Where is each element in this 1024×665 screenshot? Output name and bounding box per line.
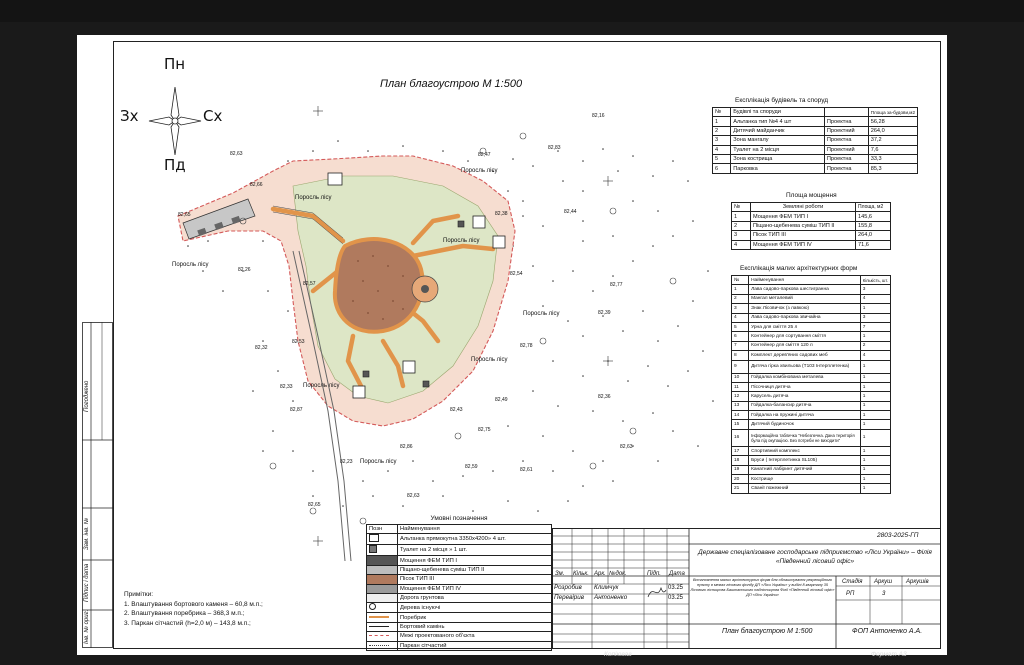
paving-table: [731, 202, 891, 250]
legend-table: [366, 524, 552, 651]
role-checker: Перевірив: [554, 594, 585, 601]
sheets-header: Аркушів: [906, 579, 929, 585]
growth-label-3: Поросль лісу: [523, 311, 560, 317]
copied-label: Копіював: [604, 651, 632, 658]
elevation-label: 82,49: [495, 397, 508, 403]
elevation-label: 82,86: [400, 444, 413, 450]
th-qty: Кількість, шт.: [860, 276, 890, 285]
table-row: 14 Гойдалка на пружині дитяча 1: [732, 411, 891, 420]
signature-graphic: [645, 582, 667, 604]
elevation-label: 82,63: [407, 493, 420, 499]
elevation-label: 82,16: [592, 113, 605, 119]
table-row: 3 Пісок ТИП III 264,0: [732, 231, 891, 240]
paving-table-title: Площа мощення: [786, 192, 837, 199]
campfire-icon: [421, 285, 429, 293]
legend-col-name: Найменування: [398, 525, 552, 534]
legend-item-border-stone: Бортовий камінь: [367, 622, 552, 631]
elevation-label: 82,59: [465, 464, 478, 470]
compass-west: Зх: [120, 107, 139, 125]
viewer-top-bar: [0, 0, 1024, 22]
drawing-code: 2803-2025-ГП: [877, 532, 919, 539]
central-plaza: [335, 239, 423, 332]
table-row: 5 Урна для сміття 25 л 7: [732, 322, 891, 331]
side-label-signature-date: Підпис і дата: [84, 563, 90, 602]
elevation-label: 82,83: [548, 145, 561, 151]
elevation-label: 82,63: [620, 444, 633, 450]
growth-label-8: Поросль лісу: [303, 383, 340, 389]
table-row: 16 Інформаційна табличка "Небезпечна. Дана територія була під окупацією. Без потреби не виходити" 1: [732, 429, 891, 446]
legend-item-fence: Паркан сітчастий: [367, 641, 552, 650]
growth-label-1: Поросль лісу: [461, 168, 498, 174]
col-header-date: Дата: [669, 571, 685, 577]
side-label-replace-inv: Зам. інв. №: [84, 517, 90, 550]
col-header-qty: Кільк.: [573, 571, 589, 577]
elevation-label: 82,77: [610, 282, 623, 288]
note-line: 3. Паркан сітчастий (h=2,0 м) – 143,8 м.п.;: [124, 619, 251, 627]
forms-table: [731, 275, 891, 494]
elevation-label: 82,33: [280, 384, 293, 390]
developer-name: Климчук: [594, 584, 619, 591]
table-row: 11 Пісочниця дитяча 1: [732, 382, 891, 391]
th-status: [824, 108, 868, 117]
th-area: Площа за-будови,м2: [868, 108, 917, 117]
th-area: Площа, м2: [856, 203, 891, 212]
growth-label-7: Поросль лісу: [295, 195, 332, 201]
th-works: Земляні роботи: [751, 203, 856, 212]
side-approval-strip: [82, 322, 113, 648]
table-row: 8 Комплект дерев'яних садових меб 4: [732, 351, 891, 360]
elevation-label: 82,47: [478, 152, 491, 158]
note-line: 1. Влаштування бортового каменя – 60,8 м.п.;: [124, 600, 263, 608]
table-row: 4 Туалет на 2 місця Проектний 7,6: [713, 145, 918, 154]
stage-value: РП: [846, 591, 855, 597]
table-row: 1 Мощення ФЕМ ТИП I 145,6: [732, 212, 891, 221]
notes-heading: Примітки:: [124, 591, 154, 598]
table-row: 18 Бруси ( Інтерплетинка SL105) 1: [732, 456, 891, 465]
notes: [124, 590, 263, 628]
elevation-label: 82,78: [520, 343, 533, 349]
th-num: №: [713, 108, 731, 117]
col-header-doc: №док.: [609, 571, 627, 577]
legend-item-toilet: Туалет на 2 місця » 1 шт.: [367, 545, 552, 556]
growth-label-2: Поросль лісу: [443, 238, 480, 244]
legend: [366, 515, 552, 651]
legend-item-paving-1: Мощення ФЕМ ТИП I: [367, 556, 552, 565]
plan-title: План благоустрою М 1:500: [380, 78, 523, 90]
title-block: [552, 528, 941, 649]
legend-col-symbol: Позн: [367, 525, 398, 534]
developer-date: 03.25: [668, 585, 684, 591]
tree-icon: [369, 603, 376, 610]
sheet-header: Аркуш: [874, 579, 893, 585]
th-name: Найменування: [749, 276, 861, 285]
elevation-label: 82,87: [290, 407, 303, 413]
table-row: 4 Лава садово-паркова звичайна 3: [732, 313, 891, 322]
organization-name: Державне спеціалізоване господарське підприємство «Ліси України» – Філія «Південний лісовий офіс»: [698, 549, 932, 565]
table-row: 2 Дитячий майданчик Проектний 264,0: [713, 126, 918, 135]
growth-label-6: Поросль лісу: [172, 262, 209, 268]
legend-item-paving-4: Мощення ФЕМ ТИП IV: [367, 584, 552, 593]
table-row: 6 Парковка Проектна 85,3: [713, 164, 918, 173]
col-header-sign: Підп.: [647, 571, 661, 577]
buildings-table: [712, 107, 918, 174]
pavilion-icon: [369, 534, 379, 542]
table-row: 4 Мощення ФЕМ ТИП IV 71,6: [732, 240, 891, 249]
th-num: №: [732, 203, 751, 212]
col-header-change: Зм.: [555, 571, 565, 577]
elevation-label: 82,39: [598, 310, 611, 316]
elevation-label: 82,57: [303, 281, 316, 287]
compass-north: Пн: [164, 55, 186, 73]
compass-rose: [145, 75, 205, 165]
toilet-icon: [369, 545, 377, 553]
table-row: 13 Гойдалка-балансир дитяча 1: [732, 401, 891, 410]
compass-south: Пд: [164, 156, 186, 174]
table-row: 7 Контейнер для сміття 120 л 2: [732, 341, 891, 350]
legend-item-boundary: Межі проектованого об'єкта: [367, 632, 552, 641]
checker-name: Антоненко: [594, 594, 628, 601]
table-row: 3 Зона мангалу Проектна 37,2: [713, 136, 918, 145]
company-name: ФОП Антоненко А.А.: [852, 628, 923, 635]
table-row: 2 Піщано-щебенева суміш ТИП II 155,8: [732, 221, 891, 230]
compass-east: Сх: [203, 107, 223, 125]
elevation-label: 82,26: [238, 267, 251, 273]
elevation-label: 82,54: [510, 271, 523, 277]
forms-table-title: Експлікація малих архітектурних форм: [740, 265, 858, 272]
th-num: №: [732, 276, 749, 285]
table-row: 10 Гойдалка комбінована металева 1: [732, 373, 891, 382]
role-developer: Розробив: [554, 584, 582, 591]
legend-item-dirt-road: Дорога грунтова: [367, 593, 552, 602]
elevation-label: 82,43: [450, 407, 463, 413]
elevation-label: 82,66: [250, 182, 263, 188]
stage-header: Стадія: [842, 579, 863, 585]
legend-item-paving-2: Піщано-щебенева суміш ТИП II: [367, 565, 552, 574]
elevation-label: 82,32: [255, 345, 268, 351]
elevation-label: 82,53: [292, 339, 305, 345]
elevation-label: 82,38: [495, 211, 508, 217]
legend-item-curb: Поребрик: [367, 613, 552, 622]
col-header-sheet: Арк.: [594, 571, 606, 577]
sheet-title: План благоустрою М 1:500: [722, 628, 813, 635]
table-row: 5 Зона кострища Проектна 33,3: [713, 154, 918, 163]
table-row: 9 Дитяча гірка хвильова (Т103 Інтерплетенка) 1: [732, 360, 891, 373]
table-row: 12 Карусель дитяча 1: [732, 392, 891, 401]
table-row: 17 Спортивний комплекс 1: [732, 446, 891, 455]
table-row: 21 Сванії пожежний 1: [732, 484, 891, 493]
table-row: 20 Кострище 1: [732, 475, 891, 484]
elevation-label: 82,75: [478, 427, 491, 433]
side-label-orig-inv: Інв. № ориг.: [84, 609, 90, 644]
table-row: 2 Мангал металевий 4: [732, 294, 891, 303]
elevation-label: 82,63: [230, 151, 243, 157]
elevation-label: 82,36: [598, 394, 611, 400]
legend-item-trees: Дерева існуючі: [367, 603, 552, 613]
side-label-approved: Погоджено: [84, 380, 90, 412]
legend-item-pavilion: Альтанка прямокутна 3350х4200» 4 шт.: [367, 534, 552, 545]
growth-label-5: Поросль лісу: [360, 459, 397, 465]
table-row: 6 Контейнер для сортування сміття 1: [732, 332, 891, 341]
format-label: Формат А3: [871, 651, 907, 658]
object-description: Встановлення малих архітектурних форм для облаштування рекреаційного пункту в межах лісового фонду ДП «Ліси України» у виділі 8 кварталу 35 Лісового лісництва Баштанського надлісництва Філії «Південний лісовий офіс» ДП «Ліси України»: [690, 578, 835, 597]
legend-item-sand: Пісок ТИП III: [367, 575, 552, 584]
table-row: 1 Лава садово-паркова шестигранна 3: [732, 285, 891, 294]
table-row: 3 Знак Лісовичок (з лавкою) 1: [732, 304, 891, 313]
note-line: 2. Влаштування поребрика – 368,3 м.п.;: [124, 610, 245, 617]
th-name: Будівлі та споруди: [731, 108, 825, 117]
checker-date: 03.25: [668, 595, 684, 601]
elevation-label: 82,61: [520, 467, 533, 473]
growth-label-4: Поросль лісу: [471, 357, 508, 363]
elevation-label: 82,44: [564, 209, 577, 215]
buildings-table-title: Експлікація будівель та споруд: [735, 97, 829, 104]
elevation-label: 82,65: [308, 502, 321, 508]
table-row: 19 Канатний лабіринт дитячий 1: [732, 465, 891, 474]
sheet-value: 3: [882, 591, 886, 597]
elevation-label: 82,65: [178, 212, 191, 218]
table-row: 15 Дитячий будиночок 1: [732, 420, 891, 429]
elevation-label: 82,23: [340, 459, 353, 465]
legend-title: Умовні позначення: [430, 515, 488, 522]
table-row: 1 Альтанка тип №4 4 шт Проектна 56,28: [713, 117, 918, 126]
